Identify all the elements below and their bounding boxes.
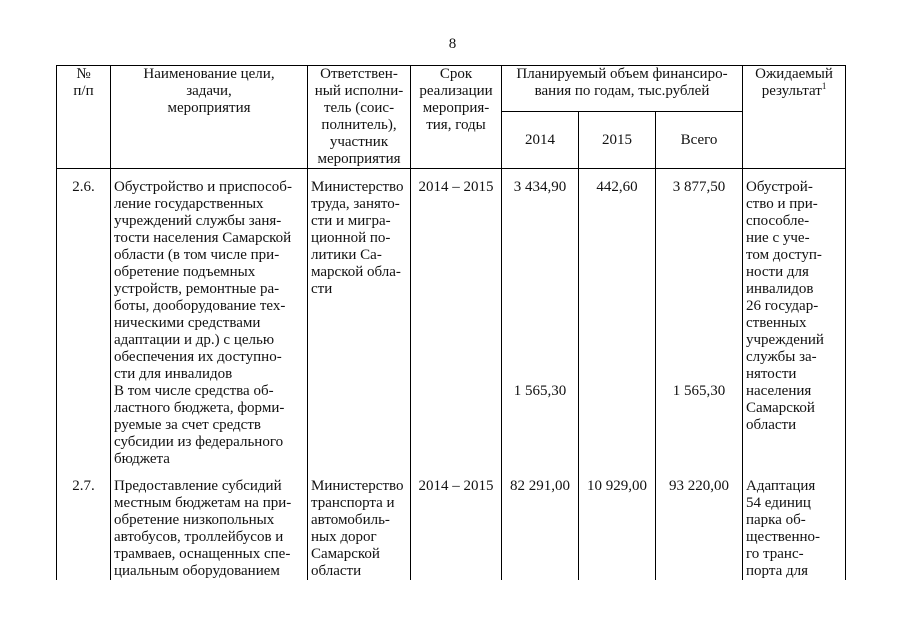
table-row <box>57 478 846 580</box>
row-name: Обустройство и приспособ- ление государственных учреждений службы заня- тости населения Самарской области (в том числе при- обретение подъемных устройств, ремонтные ра- боты, дооборудование тех- ническими средствами адаптации и др.) с целью обеспечения их доступно- сти для инвалидов <box>111 179 308 383</box>
row-2015 <box>579 383 656 468</box>
header-term: Срок реализации мероприя- тия, годы <box>411 66 502 169</box>
row-total: 1 565,30 <box>656 383 743 468</box>
header-2015: 2015 <box>579 112 656 169</box>
row-result: Обустрой- ство и при- способле- ние с уче- том доступ- ности для инвалидов 26 государ- ственных учреждений службы за- нятости населения Самарской области <box>743 179 846 468</box>
row-responsible: Министерство транспорта и автомобиль- ных дорог Самарской области <box>308 478 411 580</box>
row-num <box>57 383 111 468</box>
row-2014: 3 434,90 <box>502 179 579 383</box>
program-table <box>56 65 846 580</box>
header-responsible: Ответствен- ный исполни- тель (соис- полнитель), участник мероприятия <box>308 66 411 169</box>
header-finance: Планируемый объем финансиро- вания по годам, тыс.рублей <box>502 66 743 112</box>
header-result <box>743 66 846 169</box>
row-name: В том числе средства об- ластного бюджета, форми- руемые за счет средств субсидии из федерального бюджета <box>111 383 308 468</box>
header-name: Наименование цели, задачи, мероприятия <box>111 66 308 169</box>
row-total: 3 877,50 <box>656 179 743 383</box>
row-term <box>411 383 502 468</box>
page-number: 8 <box>448 36 457 52</box>
row-total: 93 220,00 <box>656 478 743 580</box>
row-num: 2.7. <box>57 478 111 580</box>
row-2014: 82 291,00 <box>502 478 579 580</box>
row-2015: 10 929,00 <box>579 478 656 580</box>
table-row <box>57 383 846 468</box>
row-term: 2014 – 2015 <box>411 179 502 383</box>
table-row <box>57 179 846 383</box>
row-responsible: Министерство труда, занято- сти и мигра- ционной по- литики Са- марской обла- сти <box>308 179 411 383</box>
row-num: 2.6. <box>57 179 111 383</box>
header-result-text: Ожидаемый результат <box>755 66 833 99</box>
row-name: Предоставление субсидий местным бюджетам на при- обретение низкопольных автобусов, троллейбусов и трамваев, оснащенных спе- циальным оборудованием <box>111 478 308 580</box>
header-2014: 2014 <box>502 112 579 169</box>
row-2014: 1 565,30 <box>502 383 579 468</box>
row-term: 2014 – 2015 <box>411 478 502 580</box>
footnote-marker: 1 <box>821 81 827 91</box>
row-2015: 442,60 <box>579 179 656 383</box>
header-row <box>57 66 846 112</box>
row-result: Адаптация 54 единиц парка об- щественно- го транс- порта для <box>743 478 846 580</box>
header-num: № п/п <box>57 66 111 169</box>
header-total: Всего <box>656 112 743 169</box>
row-responsible <box>308 383 411 468</box>
